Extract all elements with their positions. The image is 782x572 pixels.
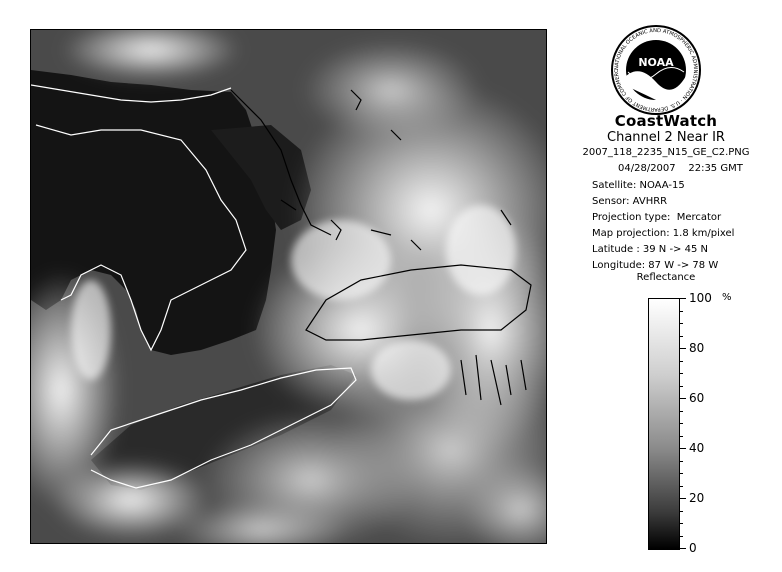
colorbar-tick <box>680 423 683 424</box>
colorbar-tick-label: 40 <box>689 441 705 455</box>
colorbar-tick <box>680 386 683 387</box>
legend-unit: % <box>722 292 732 303</box>
sensor-name: Sensor: AVHRR <box>592 196 668 207</box>
colorbar-tick-label: 80 <box>689 341 705 355</box>
brand-title: CoastWatch <box>614 112 718 130</box>
colorbar-tick <box>680 336 683 337</box>
channel-name: Channel 2 Near IR <box>607 130 725 145</box>
legend-title: Reflectance <box>636 272 696 283</box>
colorbar-tick <box>680 298 686 299</box>
satellite-image <box>30 29 547 544</box>
colorbar-tick <box>680 411 683 412</box>
colorbar-tick <box>680 548 686 549</box>
image-filename: 2007_118_2235_N15_GE_C2.PNG <box>582 147 750 158</box>
projection-type: Projection type: Mercator <box>592 212 722 223</box>
longitude-range: Longitude: 87 W -> 78 W <box>592 260 719 271</box>
noaa-seal-icon <box>610 24 702 116</box>
colorbar-tick <box>680 436 683 437</box>
image-datetime: 04/28/2007 22:35 GMT <box>618 163 743 174</box>
colorbar-tick <box>680 473 683 474</box>
logo-abbrev: NOAA <box>638 56 674 69</box>
colorbar-tick <box>680 486 683 487</box>
colorbar-tick <box>680 323 683 324</box>
logo-ring-text: NATIONAL OCEANIC AND ATMOSPHERIC ADMINISTRATION · U.S. DEPARTMENT OF COMMERC <box>613 27 699 113</box>
colorbar-tick <box>680 511 683 512</box>
colorbar-tick <box>680 448 686 449</box>
colorbar-tick-label: 0 <box>689 541 697 555</box>
colorbar-axis <box>680 291 760 555</box>
reflectance-colorbar <box>648 298 680 550</box>
colorbar-tick-label: 100 <box>689 291 712 305</box>
latitude-range: Latitude : 39 N -> 45 N <box>592 244 708 255</box>
map-projection: Map projection: 1.8 km/pixel <box>592 228 735 239</box>
colorbar-tick <box>680 536 683 537</box>
colorbar-tick <box>680 523 683 524</box>
colorbar-tick <box>680 461 683 462</box>
colorbar-tick-label: 60 <box>689 391 705 405</box>
colorbar-tick <box>680 498 686 499</box>
colorbar-tick <box>680 373 683 374</box>
colorbar-tick <box>680 398 686 399</box>
colorbar-tick <box>680 311 683 312</box>
colorbar-tick <box>680 361 683 362</box>
colorbar-tick-label: 20 <box>689 491 705 505</box>
info-panel <box>560 20 772 565</box>
satellite-map <box>31 30 546 543</box>
colorbar-tick <box>680 348 686 349</box>
satellite-name: Satellite: NOAA-15 <box>592 180 685 191</box>
